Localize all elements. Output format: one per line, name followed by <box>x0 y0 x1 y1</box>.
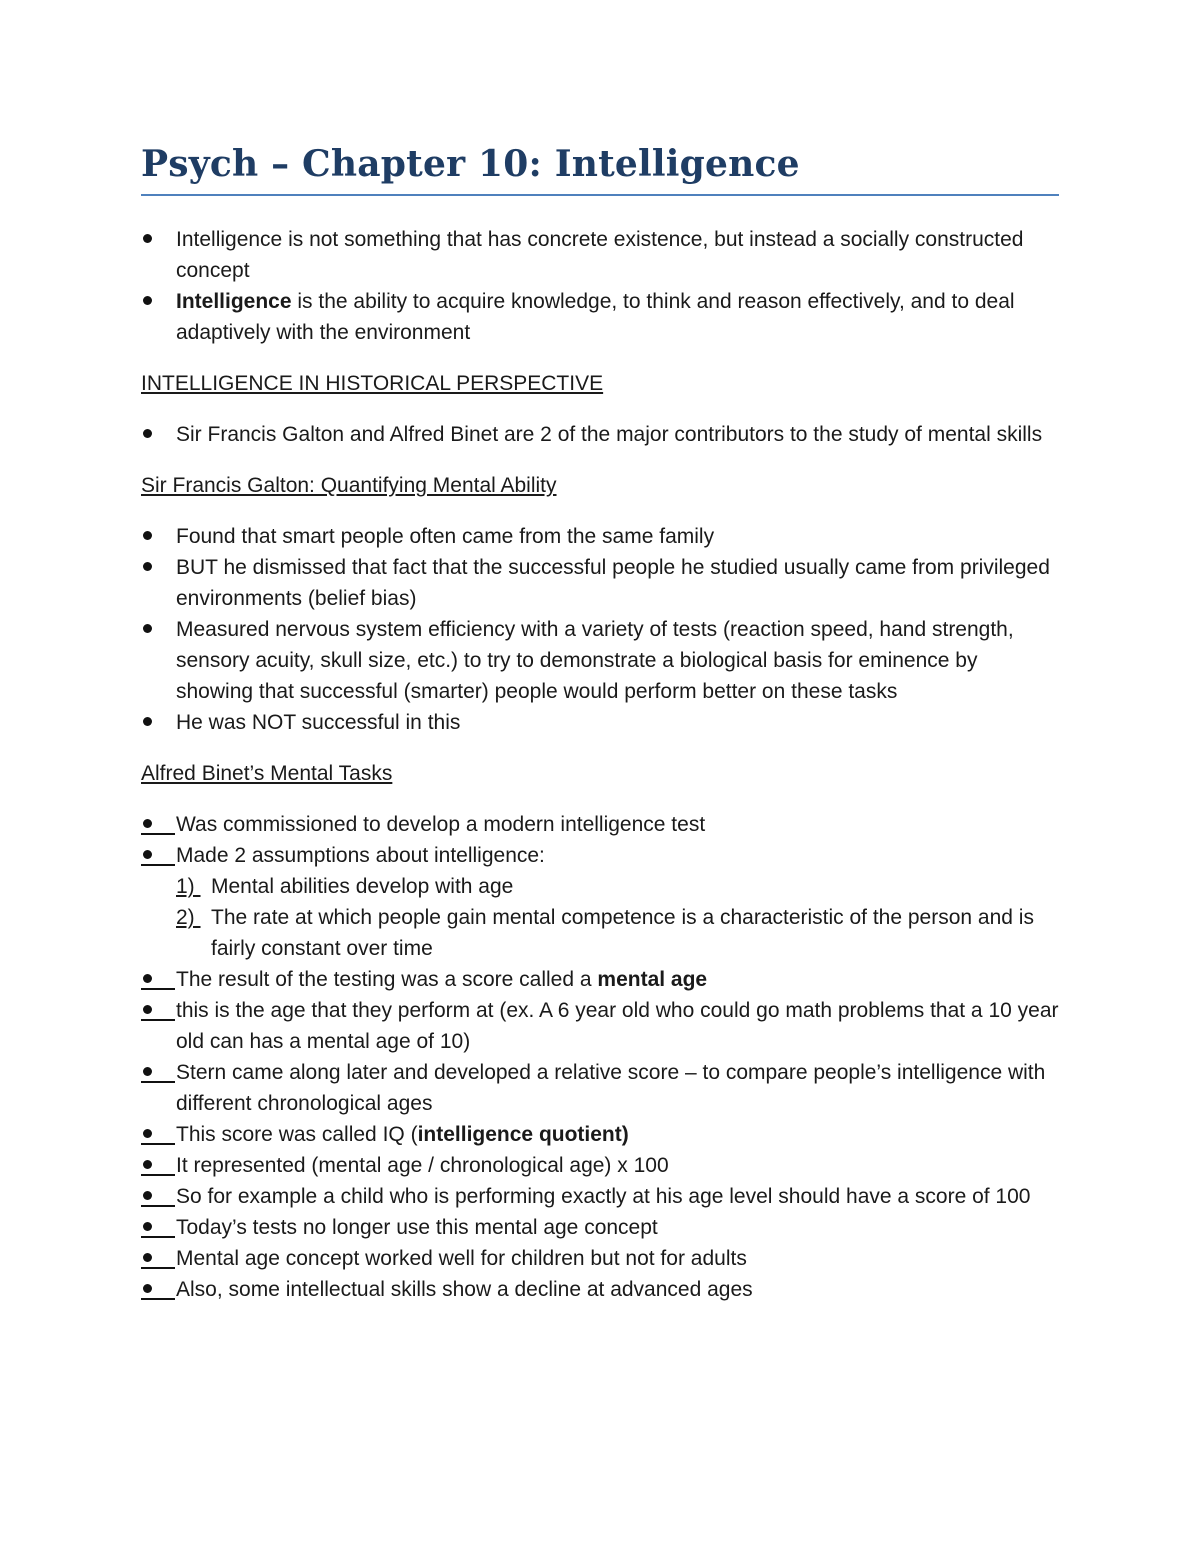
bullet-icon <box>141 995 175 1026</box>
section-heading-binet: Alfred Binet’s Mental Tasks <box>141 762 393 785</box>
list-item: Measured nervous system efficiency with a variety of tests (reaction speed, hand strength, sensory acuity, skull size, etc.) to try to demonstrate a biological basis for eminence by showing that successful (smarter) people would perform better on these tasks <box>141 614 1059 707</box>
list-item: Today’s tests no longer use this mental age concept <box>141 1212 1059 1243</box>
number-marker: 1) <box>176 875 201 898</box>
section-heading-galton: Sir Francis Galton: Quantifying Mental Ability <box>141 474 557 497</box>
list-item: Also, some intellectual skills show a decline at advanced ages <box>141 1274 1059 1305</box>
bullet-icon <box>141 1274 175 1305</box>
numbered-item: 2) The rate at which people gain mental competence is a characteristic of the person and is fairly constant over time <box>141 902 1059 964</box>
list-item: This score was called IQ (intelligence quotient) <box>141 1119 1059 1150</box>
list-item: It represented (mental age / chronological age) x 100 <box>141 1150 1059 1181</box>
list-item: Found that smart people often came from the same family <box>141 521 1059 552</box>
page-title: Psych – Chapter 10: Intelligence <box>141 143 800 185</box>
bullet-icon <box>141 552 153 583</box>
list-item: Made 2 assumptions about intelligence: <box>141 840 1059 871</box>
list-item: Stern came along later and developed a relative score – to compare people’s intelligence with different chronological ages <box>141 1057 1059 1119</box>
list-item: this is the age that they perform at (ex. A 6 year old who could go math problems that a 10 year old can has a mental age of 10) <box>141 995 1059 1057</box>
bullet-icon <box>141 1150 175 1181</box>
bullet-icon <box>141 1119 175 1150</box>
galton-list <box>141 521 1059 738</box>
term-intelligence-quotient: intelligence quotient) <box>417 1123 629 1146</box>
bullet-icon <box>141 224 153 255</box>
list-item: Intelligence is the ability to acquire knowledge, to think and reason effectively, and to deal adaptively with the environment <box>141 286 1059 348</box>
title-underline <box>141 194 1059 196</box>
binet-list <box>141 809 1059 871</box>
list-item: He was NOT successful in this <box>141 707 1059 738</box>
list-item: BUT he dismissed that fact that the successful people he studied usually came from privileged environments (belief bias) <box>141 552 1059 614</box>
number-marker: 2) <box>176 906 201 929</box>
bullet-icon <box>141 809 175 840</box>
bullet-icon <box>141 1181 175 1212</box>
historical-list <box>141 419 1059 450</box>
list-item: Was commissioned to develop a modern intelligence test <box>141 809 1059 840</box>
bullet-icon <box>141 1212 175 1243</box>
term-mental-age: mental age <box>597 968 708 991</box>
bullet-icon <box>141 1057 175 1088</box>
bullet-icon <box>141 1243 175 1274</box>
intro-list <box>141 224 1059 348</box>
binet-list-continued <box>141 964 1059 1305</box>
bullet-icon <box>141 286 153 317</box>
term-intelligence: Intelligence <box>176 290 292 313</box>
list-item: Sir Francis Galton and Alfred Binet are 2 of the major contributors to the study of mental skills <box>141 419 1059 450</box>
bullet-icon <box>141 614 153 645</box>
list-item: Intelligence is not something that has concrete existence, but instead a socially constructed concept <box>141 224 1059 286</box>
list-item: So for example a child who is performing exactly at his age level should have a score of 100 <box>141 1181 1059 1212</box>
bullet-icon <box>141 707 153 738</box>
list-item: Mental age concept worked well for children but not for adults <box>141 1243 1059 1274</box>
bullet-icon <box>141 521 153 552</box>
bullet-icon <box>141 840 175 871</box>
section-heading-historical: INTELLIGENCE IN HISTORICAL PERSPECTIVE <box>141 372 604 395</box>
document-page <box>141 138 1059 1305</box>
numbered-item: 1) Mental abilities develop with age <box>141 871 1059 902</box>
list-item: The result of the testing was a score called a mental age <box>141 964 1059 995</box>
bullet-icon <box>141 419 153 450</box>
bullet-icon <box>141 964 175 995</box>
